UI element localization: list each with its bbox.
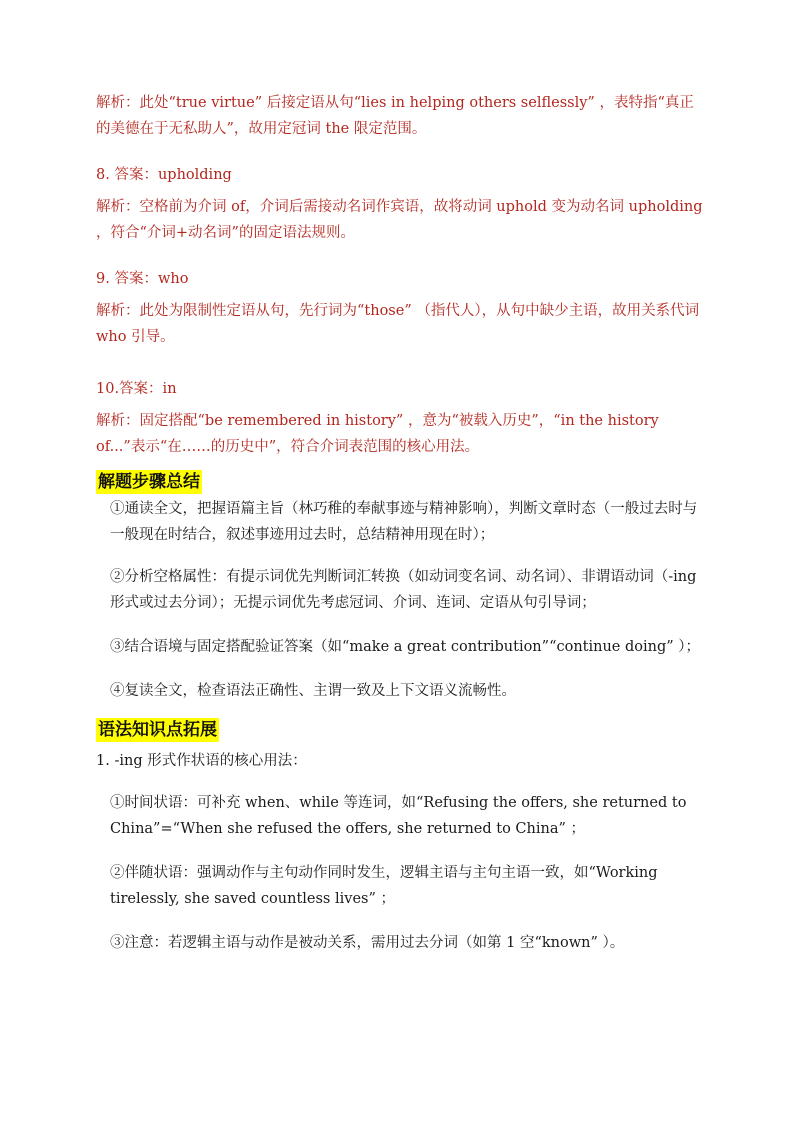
- summary-step-1: ①通读全文，把握语篇主旨（林巧稚的奉献事迹与精神影响），判断文章时态（一般过去时与一般现在时结合，叙述事迹用过去时，总结精神用现在时）；: [110, 501, 698, 543]
- answer-7-explanation: 解析：此处“true virtue” 后接定语从句“lies in helping others selflessly” ，表特指“真正的美德在于无私助人”，故用定冠词 the 限定范围。: [96, 95, 694, 137]
- grammar-heading: 语法知识点拓展: [98, 720, 217, 740]
- document-page: [96, 90, 706, 956]
- summary-heading: 解题步骤总结: [98, 472, 200, 492]
- answer-10-explanation: 解析：固定搭配“be remembered in history” ，意为“被载入历史”，“in the history of...”表示“在……的历史中”，符合介词表范围的核心用法。: [96, 413, 659, 455]
- answer-9-label: 9. 答案：who: [96, 271, 189, 287]
- grammar-item-1: ①时间状语：可补充 when、while 等连词，如“Refusing the offers, she returned to China”=“When she refused the offers, she returned to China” ；: [110, 795, 687, 837]
- summary-step-3: ③结合语境与固定搭配验证答案（如“make a great contribution”“continue doing” ）；: [110, 639, 701, 655]
- answer-9-explanation: 解析：此处为限制性定语从句，先行词为“those” （指代人），从句中缺少主语，故用关系代词 who 引导。: [96, 303, 700, 345]
- summary-step-4: ④复读全文，检查语法正确性、主谓一致及上下文语义流畅性。: [110, 683, 516, 699]
- grammar-item-3: ③注意：若逻辑主语与动作是被动关系，需用过去分词（如第 1 空“known” ）。: [110, 935, 625, 951]
- summary-step-2: ②分析空格属性：有提示词优先判断词汇转换（如动词变名词、动名词）、非谓语动词（-ing 形式或过去分词）；无提示词优先考虑冠词、介词、连词、定语从句引导词；: [110, 569, 697, 611]
- grammar-subtitle: 1. -ing 形式作状语的核心用法：: [96, 753, 307, 769]
- summary-section: [96, 470, 706, 704]
- answer-8-explanation: 解析：空格前为介词 of，介词后需接动名词作宾语，故将动词 uphold 变为动名词 upholding ，符合“介词+动名词”的固定语法规则。: [96, 199, 703, 241]
- answer-8-label: 8. 答案：upholding: [96, 167, 232, 183]
- answer-10-label: 10.答案：in: [96, 381, 177, 397]
- grammar-section: [96, 718, 706, 956]
- grammar-item-2: ②伴随状语：强调动作与主句动作同时发生，逻辑主语与主句主语一致，如“Working tirelessly, she saved countless lives” ；: [110, 865, 658, 907]
